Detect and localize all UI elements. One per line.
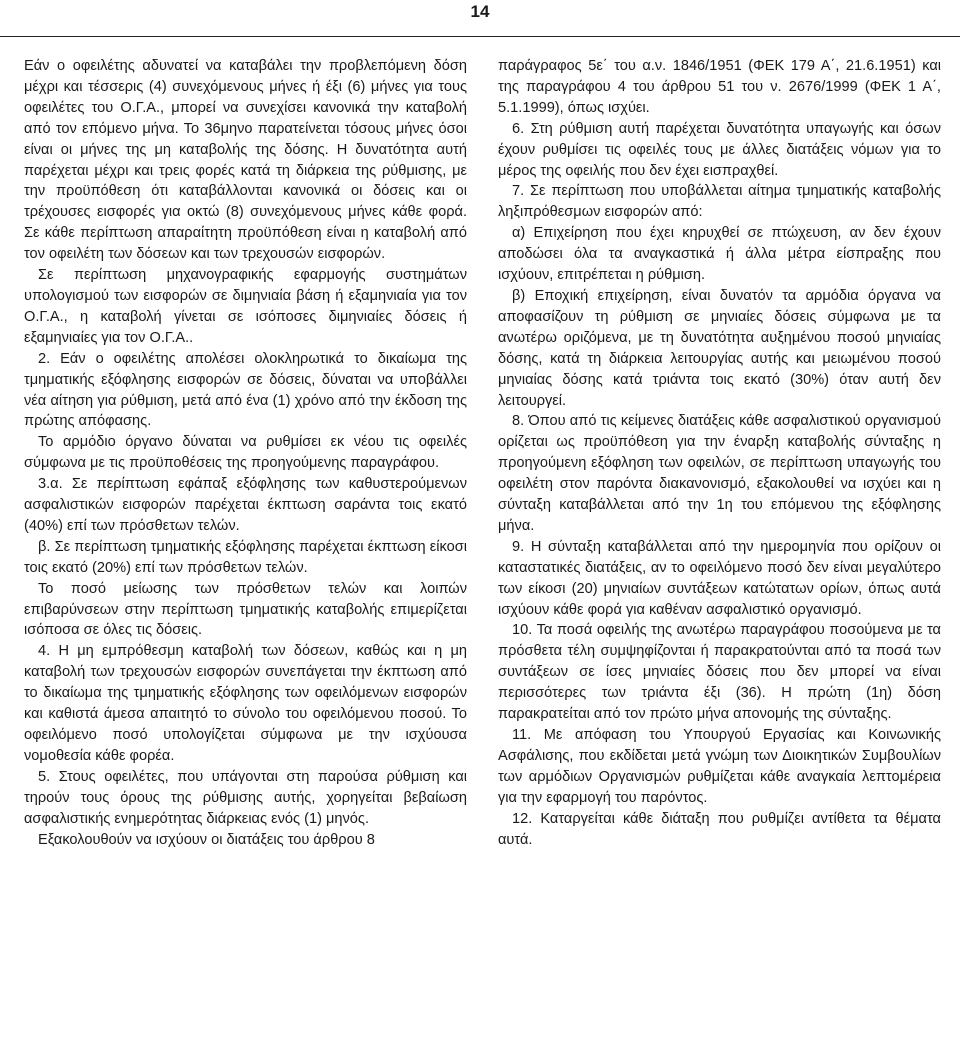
- paragraph: Σε περίπτωση μηχανογραφικής εφαρμογής συστημάτων υπολογισμού των εισφορών σε διμηνιαία βάση ή εξαμηνιαία για τον Ο.Γ.Α., η καταβολή γίνεται σε ισόποσες διμηνιαίες δόσεις ή εξαμηνιαίες για τον Ο.Γ.Α..: [24, 267, 467, 346]
- paragraph: 2. Εάν ο οφειλέτης απολέσει ολοκληρωτικά το δικαίωμα της τμηματικής εξόφλησης εισφορών σε δόσεις, δύναται να υποβάλλει νέα αίτηση για ρύθμιση, μετά από ένα (1) χρόνο από την έκδοση της πρώτης απόφασης.: [24, 350, 467, 430]
- paragraph: 4. Η μη εμπρόθεσμη καταβολή των δόσεων, καθώς και η μη καταβολή των τρεχουσών εισφορών συνεπάγεται την έκπτωση από το δικαίωμα της τμηματικής εξόφλησης των οφειλόμενων εισφορών και καθιστά άμεσα απαιτητό το σύνολο του οφειλόμενου ποσού. Το οφειλόμενο ποσό υπολογίζεται σύμφωνα με την ισχύουσα νομοθεσία κάθε φορέα.: [24, 643, 467, 764]
- paragraph: 9. Η σύνταξη καταβάλλεται από την ημερομηνία που ορίζουν οι καταστατικές διατάξεις, αν το οφειλόμενο ποσό δεν είναι μεγαλύτερο των είκοσι (20) μηνιαίων συντάξεων κατώτατων ορίων, όπως αυτά ισχύουν κάθε φορά για καθέναν ασφαλιστικό οργανισμό.: [498, 538, 941, 618]
- paragraph: Το αρμόδιο όργανο δύναται να ρυθμίσει εκ νέου τις οφειλές σύμφωνα με τις προϋποθέσεις της προηγούμενης παραγράφου.: [24, 434, 467, 472]
- text-columns: [24, 56, 941, 850]
- paragraph: 7. Σε περίπτωση που υποβάλλεται αίτημα τμηματικής καταβολής ληξιπρόθεσμων εισφορών από:: [498, 183, 941, 221]
- paragraph: 11. Με απόφαση του Υπουργού Εργασίας και Κοινωνικής Ασφάλισης, που εκδίδεται μετά γνώμη των Διοικητικών Συμβουλίων των αρμόδιων Οργανισμών ρυθμίζεται κάθε αναγκαία λεπτομέρεια για την εφαρμογή του παρόντος.: [498, 727, 941, 806]
- paragraph: β) Εποχική επιχείρηση, είναι δυνατόν τα αρμόδια όργανα να αποφασίζουν τη ρύθμιση σε μηνιαίες δόσεις σύμφωνα με τα ανωτέρω οριζόμενα, με τη δυνατότητα αυξημένου ποσού μηνιαίας δόσης, κατά τη διάρκεια λειτουργίας αυτής και μειωμένου ποσού μηνιαίας δόσης κατά τριάντα τοις εκατό (30%) όταν αυτή δεν λειτουργεί.: [498, 287, 941, 409]
- page-number: 14: [470, 2, 490, 21]
- paragraph: 3.α. Σε περίπτωση εφάπαξ εξόφλησης των καθυστερούμενων ασφαλιστικών εισφορών παρέχεται έκπτωση σαράντα τοις εκατό (40%) επί των πρόσθετων τελών.: [24, 476, 467, 534]
- paragraph: α) Επιχείρηση που έχει κηρυχθεί σε πτώχευση, αν δεν έχουν αποδώσει όλα τα αναγκαστικά ή άλλα μέτρα είσπραξης που ισχύουν, επιτρέπεται η ρύθμιση.: [498, 225, 941, 284]
- header-rule: [0, 36, 960, 37]
- paragraph: 6. Στη ρύθμιση αυτή παρέχεται δυνατότητα υπαγωγής και όσων έχουν ρυθμίσει τις οφειλές τους με άλλες διατάξεις νόμων για το μέρος της οφειλής που δεν έχει εισπραχθεί.: [498, 120, 941, 179]
- left-column: [24, 56, 467, 850]
- paragraph: 8. Όπου από τις κείμενες διατάξεις κάθε ασφαλιστικού οργανισμού ορίζεται ως προϋπόθεση για την έναρξη καταβολής σύνταξης η προηγούμενη εξόφληση των οφειλών, σε περίπτωση υπαγωγής του οφειλέτη στον παρόντα διακανονισμό, εξακολουθεί να ισχύει και η σύνταξη καταβάλλεται από την 1η του επόμενου της εξόφλησης μήνα.: [498, 413, 941, 534]
- paragraph: 5. Στους οφειλέτες, που υπάγονται στη παρούσα ρύθμιση και τηρούν τους όρους της ρύθμισης αυτής, χορηγείται βεβαίωση ασφαλιστικής ενημερότητας διάρκειας ενός (1) μηνός.: [24, 768, 467, 827]
- paragraph: Εάν ο οφειλέτης αδυνατεί να καταβάλει την προβλεπόμενη δόση μέχρι και τέσσερις (4) συνεχόμενους μήνες ή έξι (6) μήνες για τους οφειλέτες του Ο.Γ.Α., μπορεί να συνεχίσει κανονικά την καταβολή από τον επόμενο μήνα. Το 36μηνο παρατείνεται τόσους μήνες όσοι είναι οι μήνες της μη καταβολής της δόσης. Η δυνατότητα αυτή παρέχεται μέχρι και τρεις φορές κατά τη διάρκεια της ρύθμισης, με την προϋπόθεση ότι καταβάλλονται κανονικά οι δόσεις και οι τρέχουσες εισφορές για οκτώ (8) συνεχόμενους μήνες κάθε φορά. Σε κάθε περίπτωση απαραίτητη προϋπόθεση είναι η καταβολή από τον οφειλέτη των δόσεων και των τρεχουσών εισφορών.: [24, 58, 467, 263]
- paragraph: παράγραφος 5ε΄ του α.ν. 1846/1951 (ΦΕΚ 179 Α΄, 21.6.1951) και της παραγράφου 4 του άρθρου 51 του ν. 2676/1999 (ΦΕΚ 1 Α΄, 5.1.1999), όπως ισχύει.: [498, 58, 941, 116]
- paragraph: Εξακολουθούν να ισχύουν οι διατάξεις του άρθρου 8: [38, 831, 375, 848]
- paragraph: 10. Τα ποσά οφειλής της ανωτέρω παραγράφου ποσούμενα με τα πρόσθετα τέλη συμψηφίζονται ή παρακρατούνται από τα ποσά των συντάξεων σε ίσες μηνιαίες δόσεις που δεν μπορεί να είναι περισσότερες των τριάντα έξι (36). Η πρώτη (1η) δόση παρακρατείται από τον πρώτο μήνα απονομής της σύνταξης.: [498, 622, 941, 723]
- right-column: [498, 56, 941, 850]
- paragraph: Το ποσό μείωσης των πρόσθετων τελών και λοιπών επιβαρύνσεων στην περίπτωση τμηματικής καταβολής επιμερίζεται ισόποσα σε όλες τις δόσεις.: [24, 580, 467, 639]
- paragraph: β. Σε περίπτωση τμηματικής εξόφλησης παρέχεται έκπτωση είκοσι τοις εκατό (20%) επί των πρόσθετων τελών.: [24, 538, 467, 576]
- paragraph: 12. Καταργείται κάθε διάταξη που ρυθμίζει αντίθετα τα θέματα αυτά.: [498, 810, 941, 848]
